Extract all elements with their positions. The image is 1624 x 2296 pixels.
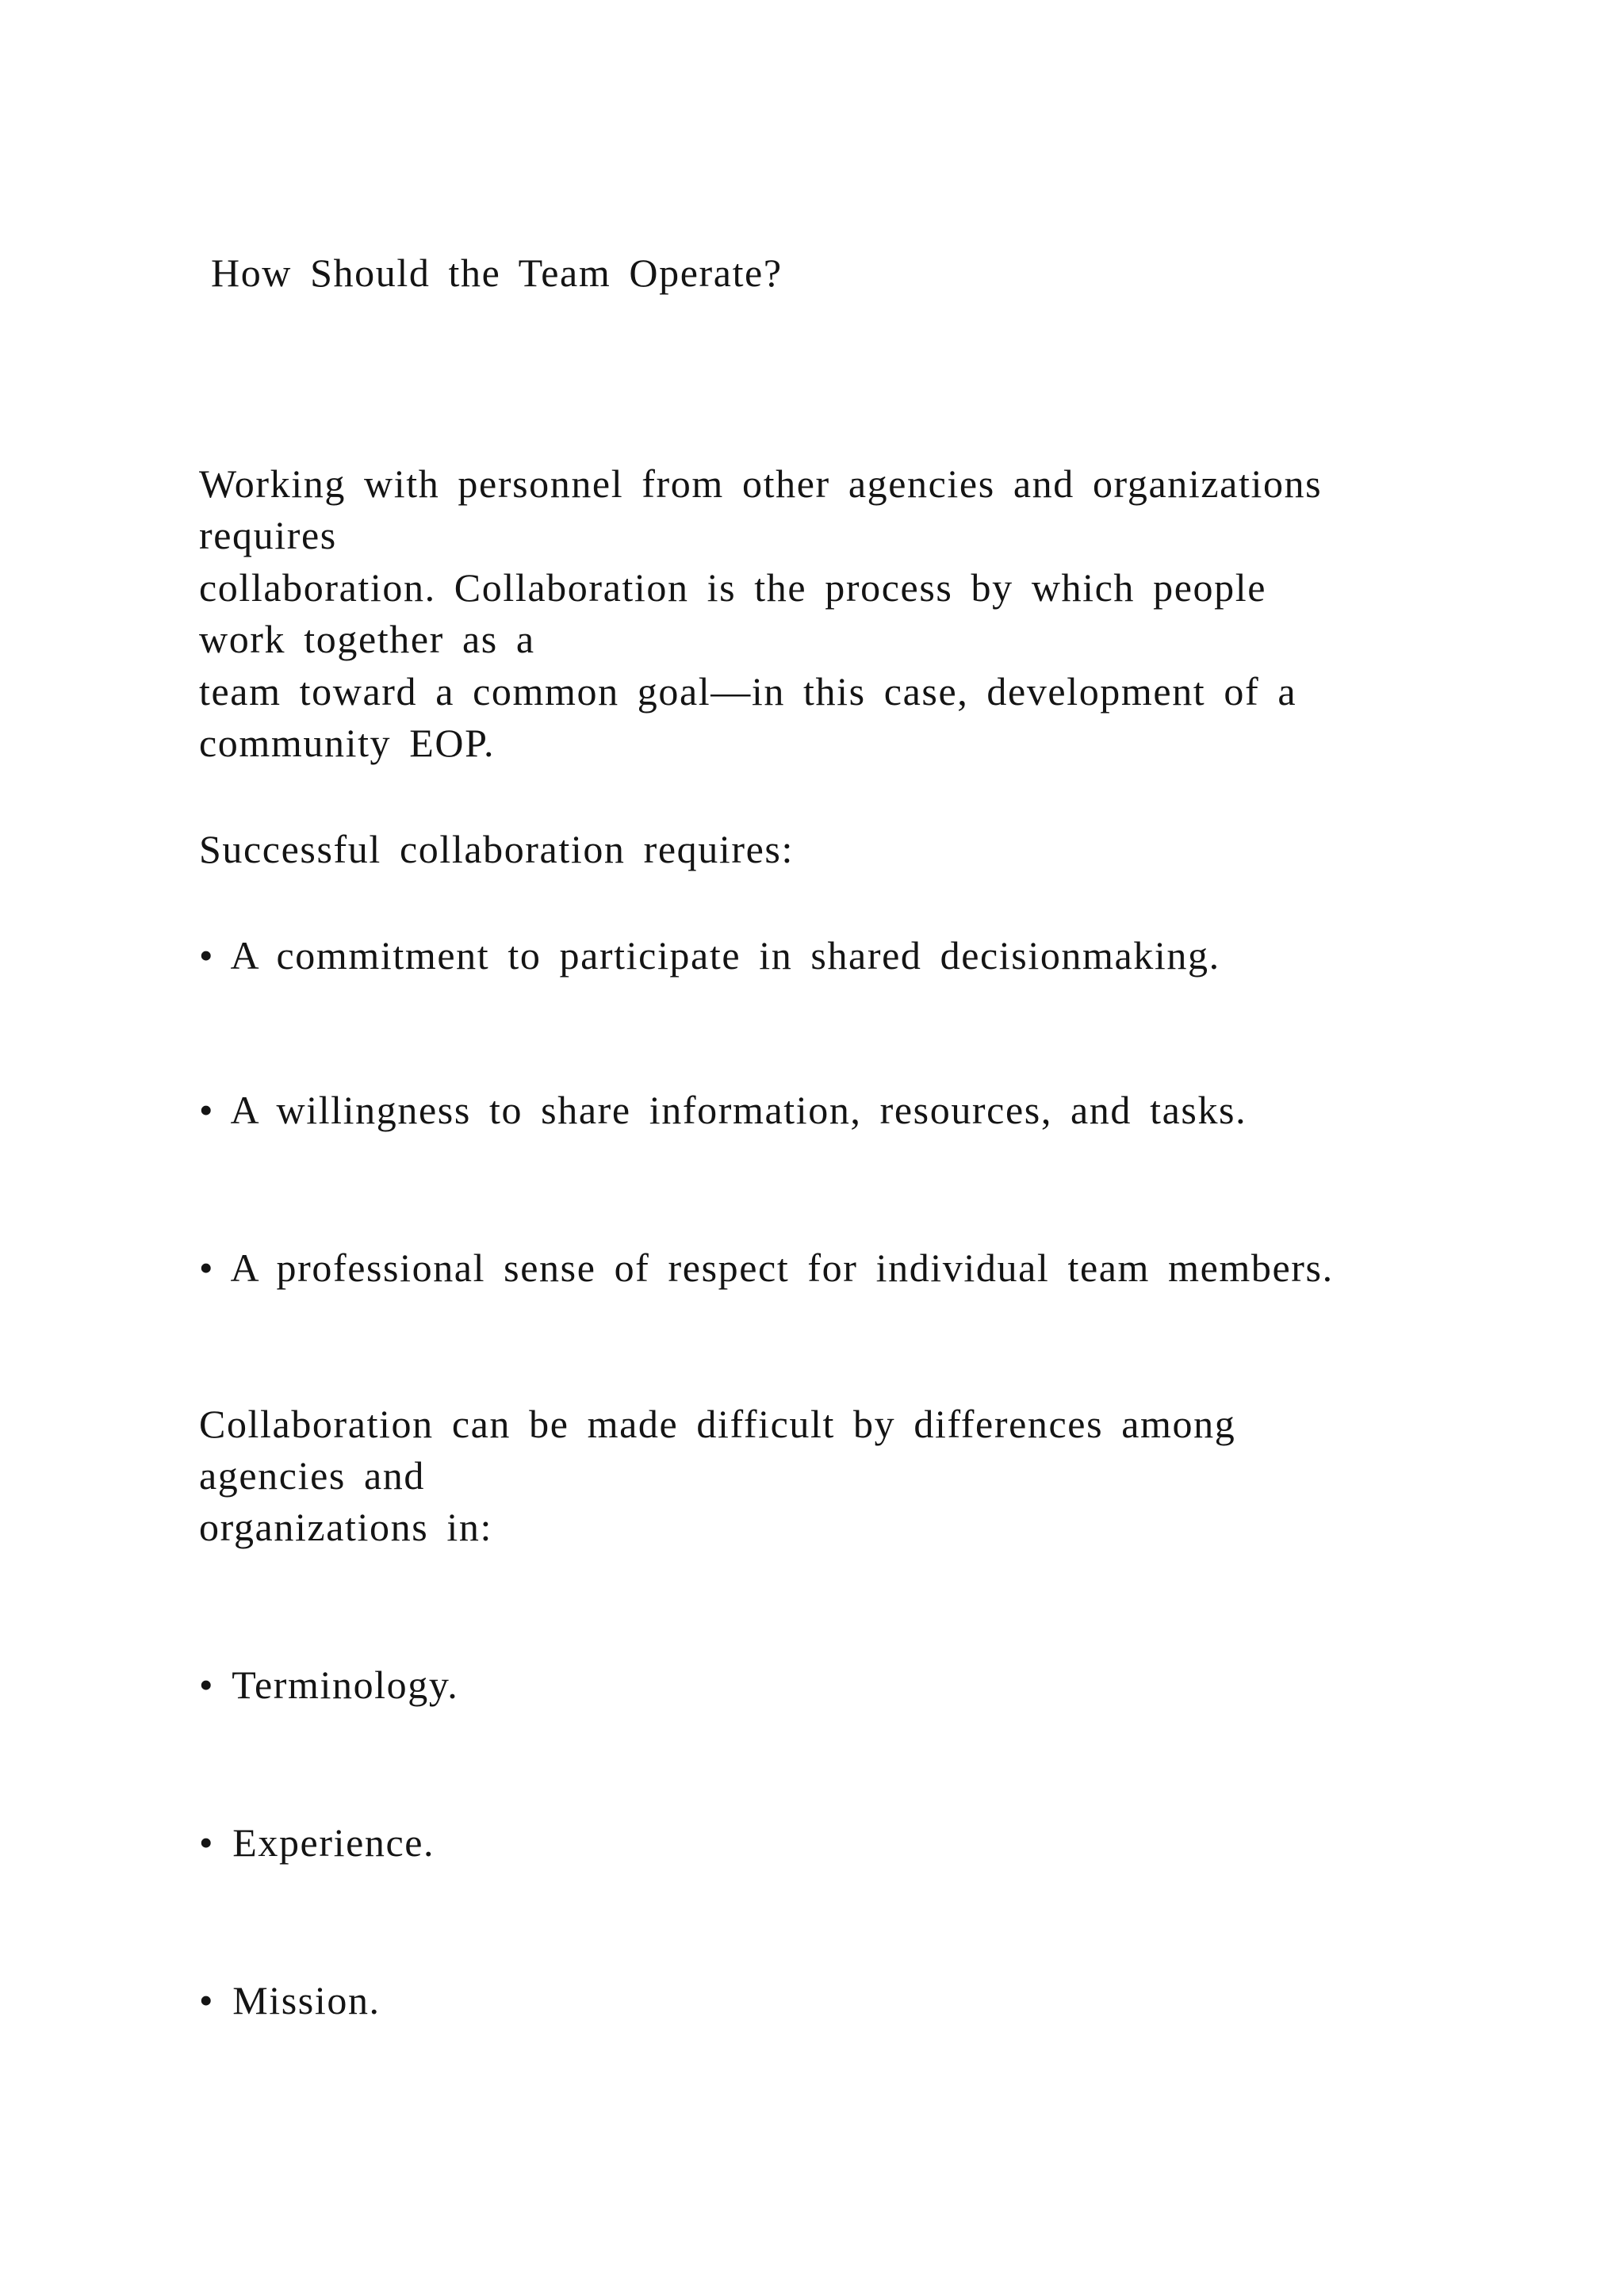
- difference-list-item: • Terminology.: [199, 1663, 459, 1707]
- page-title: How Should the Team Operate?: [211, 251, 783, 295]
- paragraph-line: Collaboration can be made difficult by differences among: [199, 1402, 1236, 1446]
- paragraph-line: team toward a common goal—in this case, development of a: [199, 668, 1297, 714]
- difference-list-item: • Mission.: [199, 1978, 381, 2022]
- paragraph-line: Working with personnel from other agencies and organizations: [199, 461, 1323, 506]
- intro-paragraph: [199, 458, 1322, 769]
- difference-list-item: • Experience.: [199, 1820, 435, 1865]
- difficulties-paragraph: [199, 1399, 1235, 1553]
- paragraph-line: community EOP.: [199, 721, 496, 766]
- paragraph-line: organizations in:: [199, 1505, 492, 1549]
- paragraph-line: collaboration. Collaboration is the process by which people: [199, 564, 1266, 610]
- paragraph-line: work together as a: [199, 617, 535, 662]
- requirement-list-item: • A willingness to share information, resources, and tasks.: [199, 1088, 1247, 1132]
- paragraph-line: agencies and: [199, 1453, 426, 1498]
- paragraph-line: requires: [199, 513, 337, 558]
- requirements-heading: Successful collaboration requires:: [199, 827, 794, 871]
- requirement-list-item: • A commitment to participate in shared decisionmaking.: [199, 933, 1220, 978]
- requirement-list-item: • A professional sense of respect for individual team members.: [199, 1246, 1334, 1290]
